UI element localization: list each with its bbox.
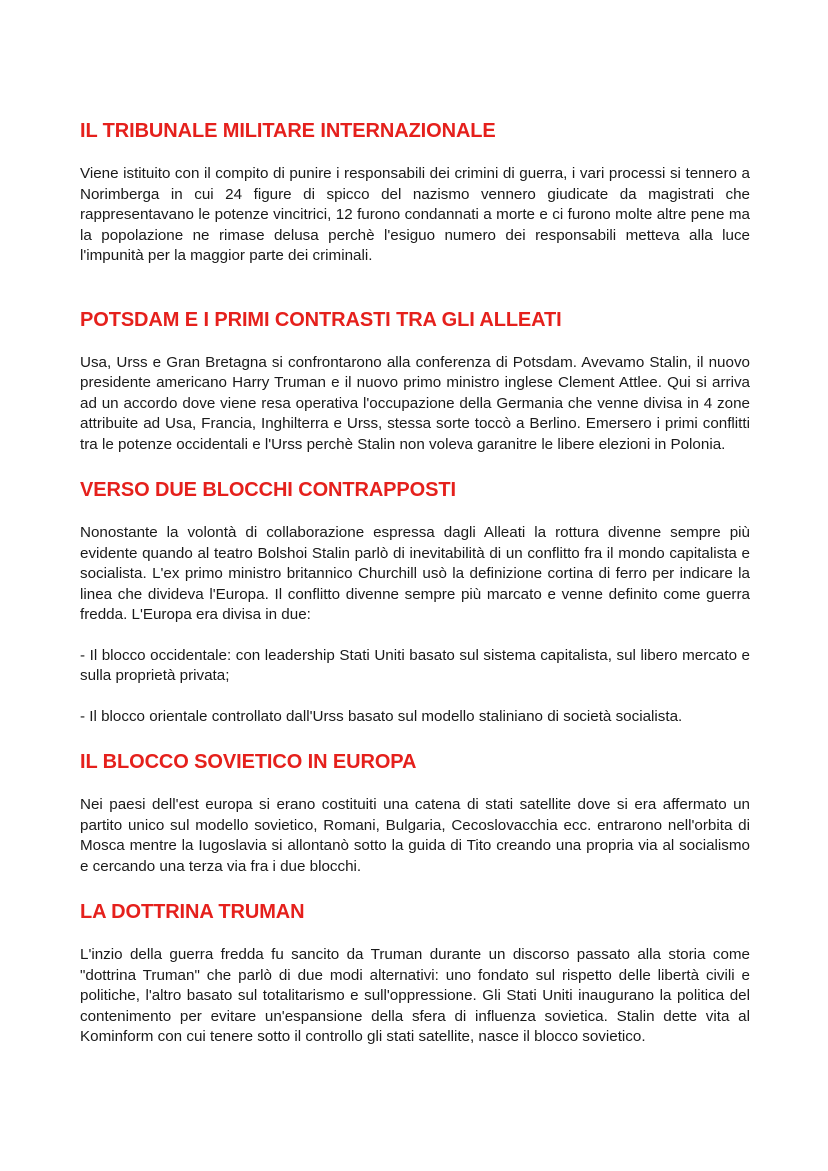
list-item-eastern-bloc: - Il blocco orientale controllato dall'Urss basato sul modello staliniano di società socialista.	[80, 707, 683, 725]
section-paragraph: Viene istituito con il compito di punire i responsabili dei crimini di guerra, i vari processi si tennero a Norimberga in cui 24 figure di spicco del nazismo vennero giudicate da magistrati che rappresentavano le potenze vincitrici, 12 furono condannati a morte e ci furono molte altre pene ma la popolazione ne rimase delusa perchè l'esiguo numero dei responsabili metteva alla luce l'impunità per la maggior parte dei criminali.	[80, 165, 750, 264]
list-item-western-bloc: - Il blocco occidentale: con leadership Stati Uniti basato sul sistema capitalista, sul libero mercato e sulla proprietà privata;	[80, 646, 750, 684]
section-blocchi	[80, 477, 750, 727]
section-paragraph: Usa, Urss e Gran Bretagna si confrontarono alla conferenza di Potsdam. Avevamo Stalin, il nuovo presidente americano Harry Truman e il nuovo primo ministro inglese Clement Attlee. Qui si arriva ad un accordo dove viene resa operativa l'occupazione della Germania che venne divisa in 4 zone attribuite ad Usa, Francia, Inghilterra e Urss, stessa sorte toccò a Berlino. Emersero i primi conflitti tra le potenze occidentali e l'Urss perchè Stalin non voleva garanitre le libere elezioni in Polonia.	[80, 353, 750, 453]
section-potsdam	[80, 307, 750, 456]
section-paragraph: Nei paesi dell'est europa si erano costituiti una catena di stati satellite dove si era affermato un partito unico sul modello sovietico, Romani, Bulgaria, Cecoslovacchia ecc. entrarono nell'orbita di Mosca mentre la Iugoslavia si allontanò sotto la guida di Tito creando una propria via al socialismo e cercando una terza via fra i due blocchi.	[80, 796, 750, 875]
section-tribunale	[80, 118, 750, 267]
section-title: IL TRIBUNALE MILITARE INTERNAZIONALE	[80, 120, 496, 142]
document-page	[80, 118, 750, 1048]
section-title: IL BLOCCO SOVIETICO IN EUROPA	[80, 751, 417, 773]
section-title: LA DOTTRINA TRUMAN	[80, 901, 305, 923]
section-title: POTSDAM E I PRIMI CONTRASTI TRA GLI ALLEATI	[80, 308, 562, 331]
section-dottrina-truman	[80, 899, 750, 1048]
section-title: VERSO DUE BLOCCHI CONTRAPPOSTI	[80, 479, 456, 501]
section-blocco-sovietico	[80, 749, 750, 877]
section-paragraph: L'inzio della guerra fredda fu sancito da Truman durante un discorso passato alla storia come "dottrina Truman" che parlò di due modi alternativi: uno fondato sul rispetto delle libertà civili e politiche, l'altro basato sul totalitarismo e sull'oppressione. Gli Stati Uniti inaugurano la politica del contenimento per evitare un'espansione della sfera di influenza sovietica. Stalin dette vita al Kominform con cui tenere sotto il controllo gli stati satellite, nasce il blocco sovietico.	[80, 946, 750, 1045]
section-paragraph: Nonostante la volontà di collaborazione espressa dagli Alleati la rottura divenne sempre più evidente quando al teatro Bolshoi Stalin parlò di inevitabilità di un conflitto fra il mondo capitalista e socialista. L'ex primo ministro britannico Churchill usò la definizione cortina di ferro per indicare la linea che divideva l'Europa. Il conflitto divenne sempre più marcato e venne definito come guerra fredda. L'Europa era divisa in due:	[80, 524, 750, 623]
